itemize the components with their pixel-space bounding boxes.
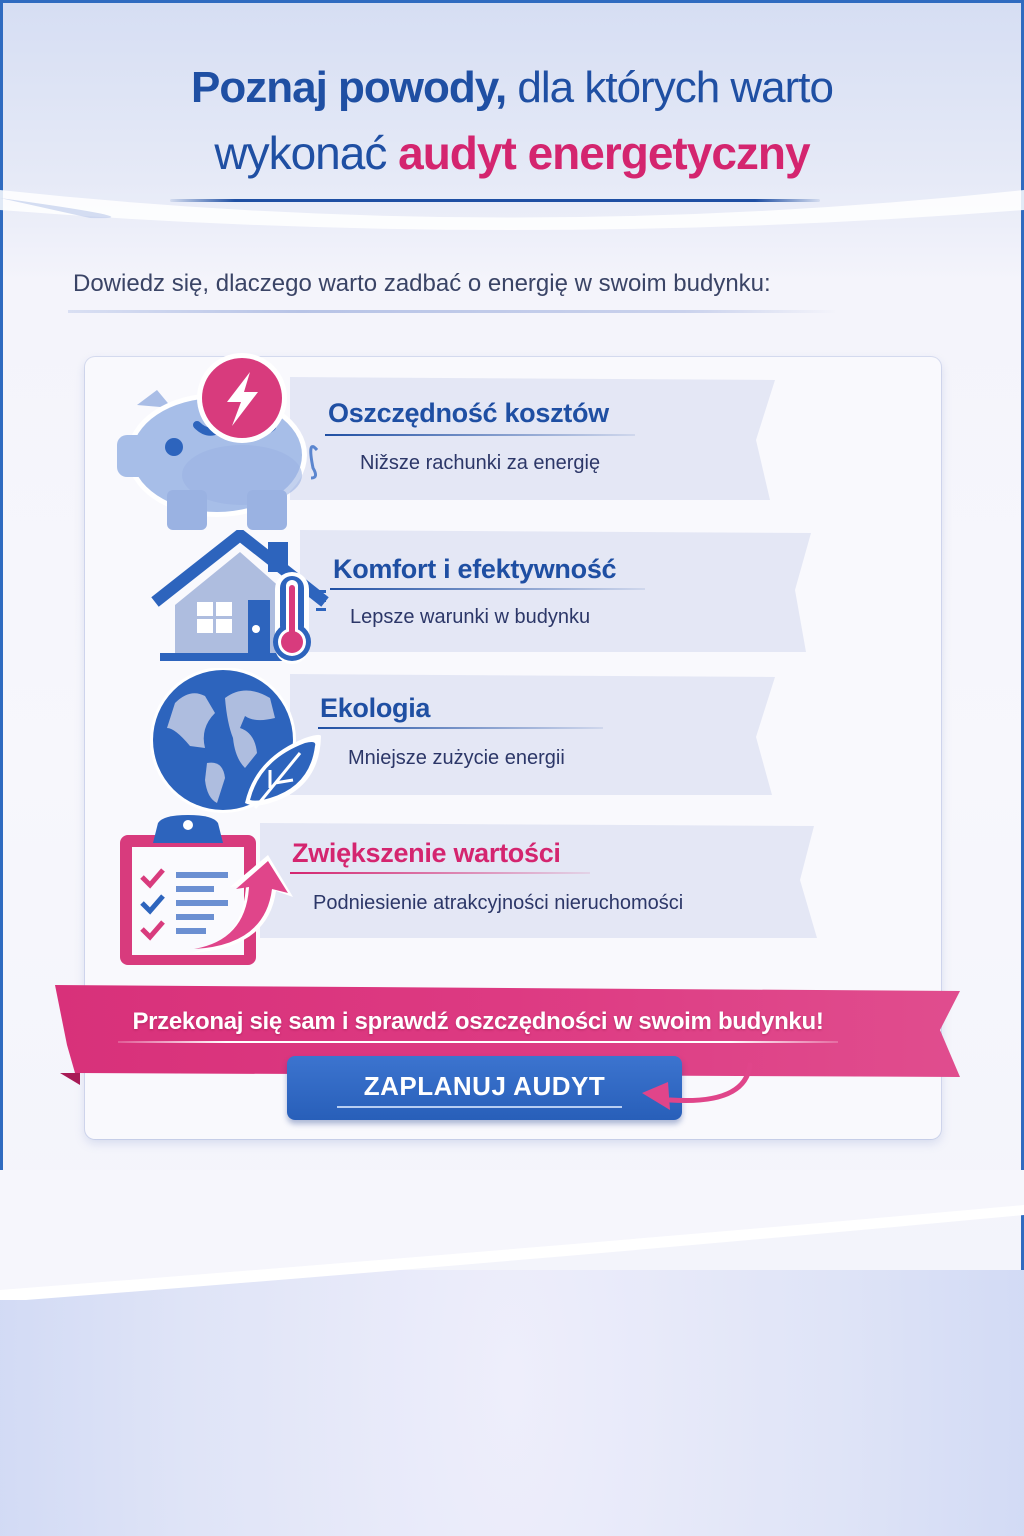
feature-title: Ekologia xyxy=(320,693,431,723)
feature-title: Oszczędność kosztów xyxy=(328,398,609,428)
clipboard-arrow-icon xyxy=(118,815,298,970)
cta-banner-underline xyxy=(118,1041,838,1043)
feature-title-underline xyxy=(330,588,645,590)
house-thermometer-icon xyxy=(150,530,330,665)
piggy-bank-icon xyxy=(112,350,322,535)
feature-subtitle: Mniejsze zużycie energii xyxy=(348,747,565,769)
schedule-audit-label: ZAPLANUJ AUDYT xyxy=(363,1071,606,1101)
feature-title-underline xyxy=(325,434,635,436)
title-bold: Poznaj powody, xyxy=(191,63,507,112)
title-line2: wykonać xyxy=(214,127,399,179)
intro-text: Dowiedz się, dlaczego warto zadbać o energię w swoim budynku: xyxy=(73,270,771,297)
feature-title: Komfort i efektywność xyxy=(333,554,617,584)
feature-subtitle: Lepsze warunki w budynku xyxy=(350,606,591,628)
feature-title-underline xyxy=(318,727,603,729)
title-accent: audyt energetyczny xyxy=(398,127,810,179)
feature-subtitle: Podniesienie atrakcyjności nieruchomości xyxy=(313,892,684,914)
feature-title-underline xyxy=(290,872,590,874)
feature-subtitle: Nižsze rachunki za energię xyxy=(360,452,601,474)
button-underline xyxy=(337,1106,622,1108)
curved-arrow-icon xyxy=(630,1060,760,1120)
cta-banner-text: Przekonaj się sam i sprawdź oszczędności w swoim budynku! xyxy=(132,1008,824,1035)
globe-leaf-icon xyxy=(145,668,325,813)
title-regular: dla których warto xyxy=(506,63,833,112)
feature-title: Zwiększenie wartości xyxy=(292,838,561,868)
schedule-audit-button[interactable] xyxy=(287,1056,682,1120)
